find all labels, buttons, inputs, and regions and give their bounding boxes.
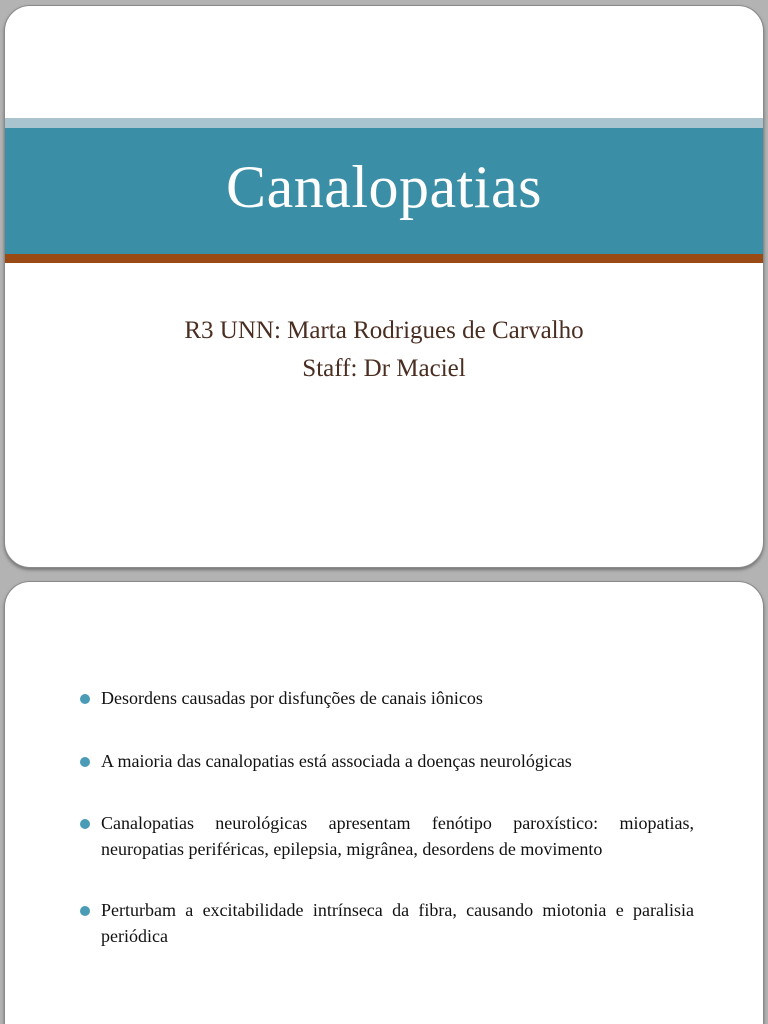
title-bottom-stripe [5,254,763,263]
slide-title: Canalopatias [226,154,542,220]
bullet-item [79,811,694,862]
subtitle-staff: Staff: Dr Maciel [302,355,466,382]
bullet-dot-icon [80,906,90,916]
subtitle-author: R3 UNN: Marta Rodrigues de Carvalho [184,317,584,344]
bullet-item [79,686,694,712]
bullet-text: A maioria das canalopatias está associada a doenças neurológicas [101,750,572,771]
slide-subtitle [5,312,763,388]
bullet-item [79,749,694,775]
title-slide [4,5,764,568]
bullet-list [79,686,694,986]
bullet-text: Desordens causadas por disfunções de canais iônicos [101,688,483,708]
content-slide [4,581,764,1024]
bullet-dot-icon [80,819,90,829]
bullet-text: Canalopatias neurológicas apresentam fenótipo paroxístico: miopatias, neuropatias periféricas, epilepsia, migrânea, desordens de movimento [101,813,694,859]
bullet-text: Perturbam a excitabilidade intrínseca da fibra, causando miotonia e paralisia periódica [101,900,694,946]
bullet-dot-icon [80,694,90,704]
title-band [5,128,763,254]
bullet-item [79,898,694,949]
bullet-dot-icon [80,757,90,767]
title-top-stripe [5,118,763,128]
